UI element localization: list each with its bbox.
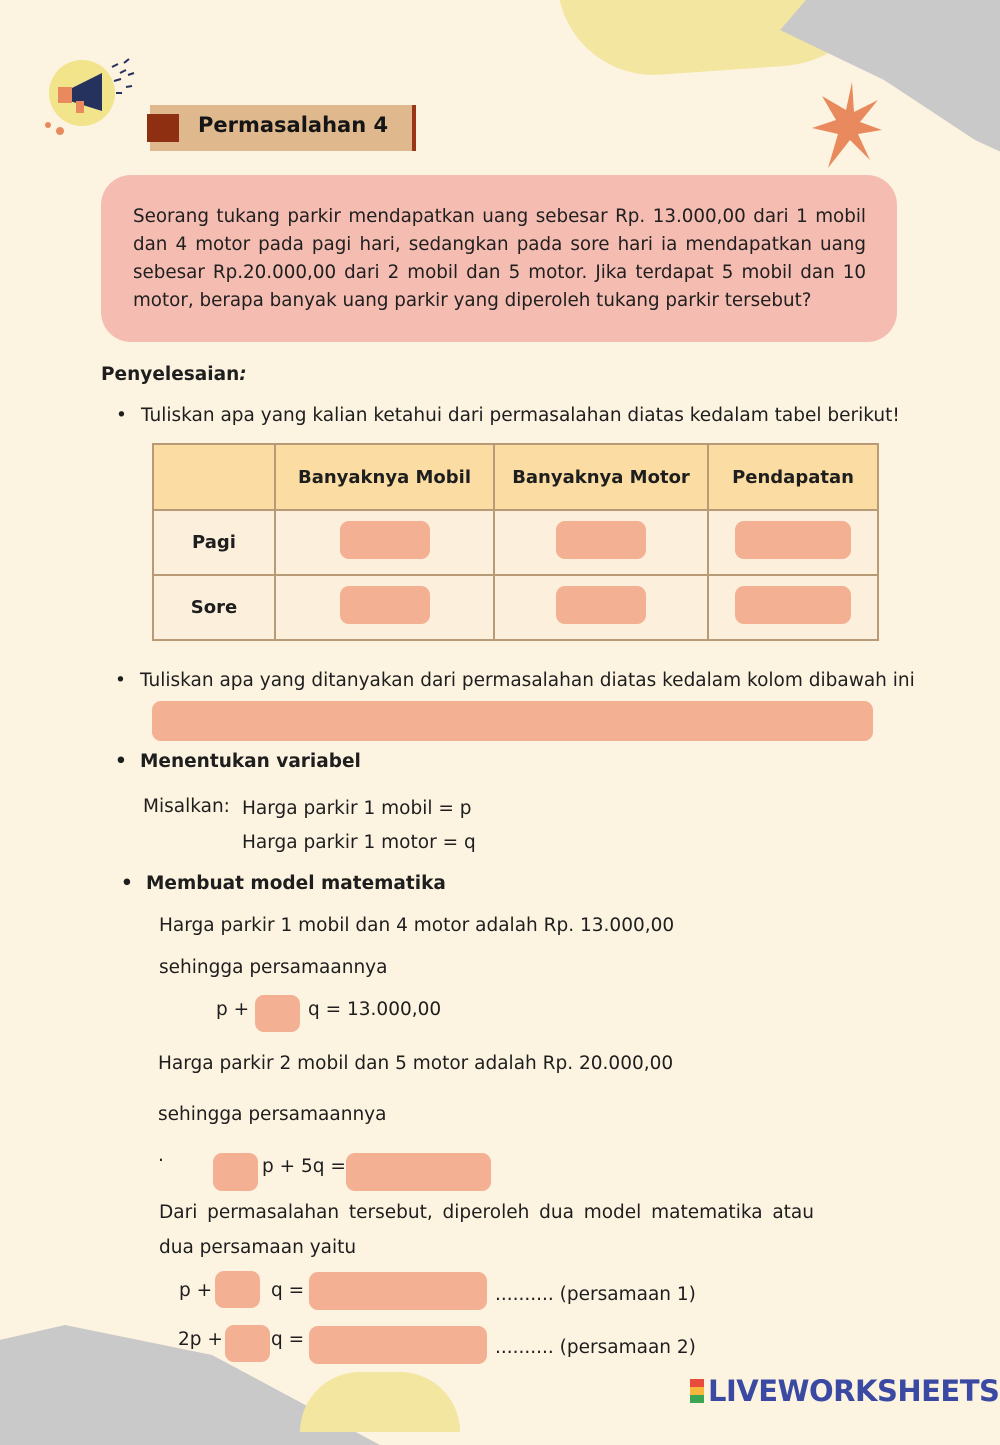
bullet-known: • Tuliskan apa yang kalian ketahui dari permasalahan diatas kedalam tabel berikut! — [141, 405, 900, 426]
final2-right: .......... (persamaan 2) — [495, 1337, 696, 1358]
answer-input-pagi-pendapatan[interactable] — [735, 521, 851, 559]
variable-p: Harga parkir 1 mobil = p — [242, 798, 472, 819]
table-row — [153, 575, 878, 640]
page-title: Permasalahan 4 — [198, 113, 389, 137]
model2-sehingga: sehingga persamaannya — [158, 1104, 387, 1125]
answer-input-asked[interactable] — [152, 701, 873, 741]
misalkan-label: Misalkan: — [143, 796, 230, 817]
row-label-pagi: Pagi — [153, 510, 275, 575]
eq1-right: q = 13.000,00 — [308, 999, 442, 1020]
decor-yellow-shape-bottom — [300, 1372, 460, 1432]
table-row — [153, 510, 878, 575]
title-marker — [147, 114, 179, 142]
eq1-left: p + — [216, 999, 250, 1020]
logo-text: LIVEWORKSHEETS — [708, 1374, 1000, 1408]
answer-input-eq2-coef[interactable] — [213, 1153, 258, 1191]
solution-heading — [101, 364, 247, 385]
final1-mid: q = — [271, 1280, 305, 1301]
answer-input-sore-pendapatan[interactable] — [735, 586, 851, 624]
final2-mid: q = — [271, 1329, 305, 1350]
answer-input-pagi-motor[interactable] — [556, 521, 646, 559]
liveworksheets-logo — [690, 1374, 999, 1408]
final1-right: .......... (persamaan 1) — [495, 1284, 696, 1305]
answer-input-sore-mobil[interactable] — [340, 586, 430, 624]
conclusion-text: Dari permasalahan tersebut, diperoleh dua model matematika atau dua persamaan yaitu — [159, 1202, 814, 1258]
bullet-model: • Membuat model matematika — [146, 873, 446, 894]
answer-input-eq1-coef[interactable] — [255, 995, 300, 1032]
table-cell — [708, 510, 878, 575]
table-cell — [494, 575, 708, 640]
problem-text: Seorang tukang parkir mendapatkan uang sebesar Rp. 13.000,00 dari 1 mobil dan 4 motor pada pagi hari, sedangkan pada sore hari ia mendapatkan uang sebesar Rp.20.000,00 dari 2 mobil dan 5 motor. Jika terdapat 5 mobil dan 10 motor, berapa banyak uang parkir yang diperoleh tukang parkir tersebut? — [133, 206, 866, 311]
row-label-sore: Sore — [153, 575, 275, 640]
table-cell — [275, 510, 494, 575]
solution-colon: : — [239, 364, 247, 385]
table-header-row — [153, 444, 878, 510]
table-cell — [708, 575, 878, 640]
final1-left: p + — [179, 1280, 213, 1301]
table-cell — [494, 510, 708, 575]
table-header-motor: Banyaknya Motor — [494, 444, 708, 510]
table-header-pendapatan: Pendapatan — [708, 444, 878, 510]
variable-q: Harga parkir 1 motor = q — [242, 832, 476, 853]
answer-input-sore-motor[interactable] — [556, 586, 646, 624]
megaphone-icon — [40, 45, 150, 140]
table-cell — [275, 575, 494, 640]
starburst-icon — [812, 82, 882, 168]
solution-label: Penyelesaian — [101, 364, 240, 385]
final2-left: 2p + — [178, 1329, 223, 1350]
stray-dot: . — [158, 1145, 164, 1166]
answer-input-final2-result[interactable] — [309, 1326, 487, 1364]
model2-text: Harga parkir 2 mobil dan 5 motor adalah Rp. 20.000,00 — [158, 1053, 674, 1074]
bullet-variables: • Menentukan variabel — [140, 751, 361, 772]
bullet-asked: • Tuliskan apa yang ditanyakan dari permasalahan diatas kedalam kolom dibawah ini — [140, 670, 915, 691]
eq2-mid: p + 5q = — [262, 1156, 346, 1177]
answer-input-final1-coef[interactable] — [215, 1271, 260, 1308]
logo-mark-icon — [690, 1379, 704, 1403]
model1-text: Harga parkir 1 mobil dan 4 motor adalah Rp. 13.000,00 — [159, 915, 675, 936]
answer-input-final2-coef[interactable] — [225, 1325, 270, 1362]
answer-input-eq2-result[interactable] — [346, 1153, 491, 1191]
known-data-table — [152, 443, 879, 641]
table-header-mobil: Banyaknya Mobil — [275, 444, 494, 510]
answer-input-pagi-mobil[interactable] — [340, 521, 430, 559]
answer-input-final1-result[interactable] — [309, 1272, 487, 1310]
model1-sehingga: sehingga persamaannya — [159, 957, 388, 978]
table-header-empty — [153, 444, 275, 510]
